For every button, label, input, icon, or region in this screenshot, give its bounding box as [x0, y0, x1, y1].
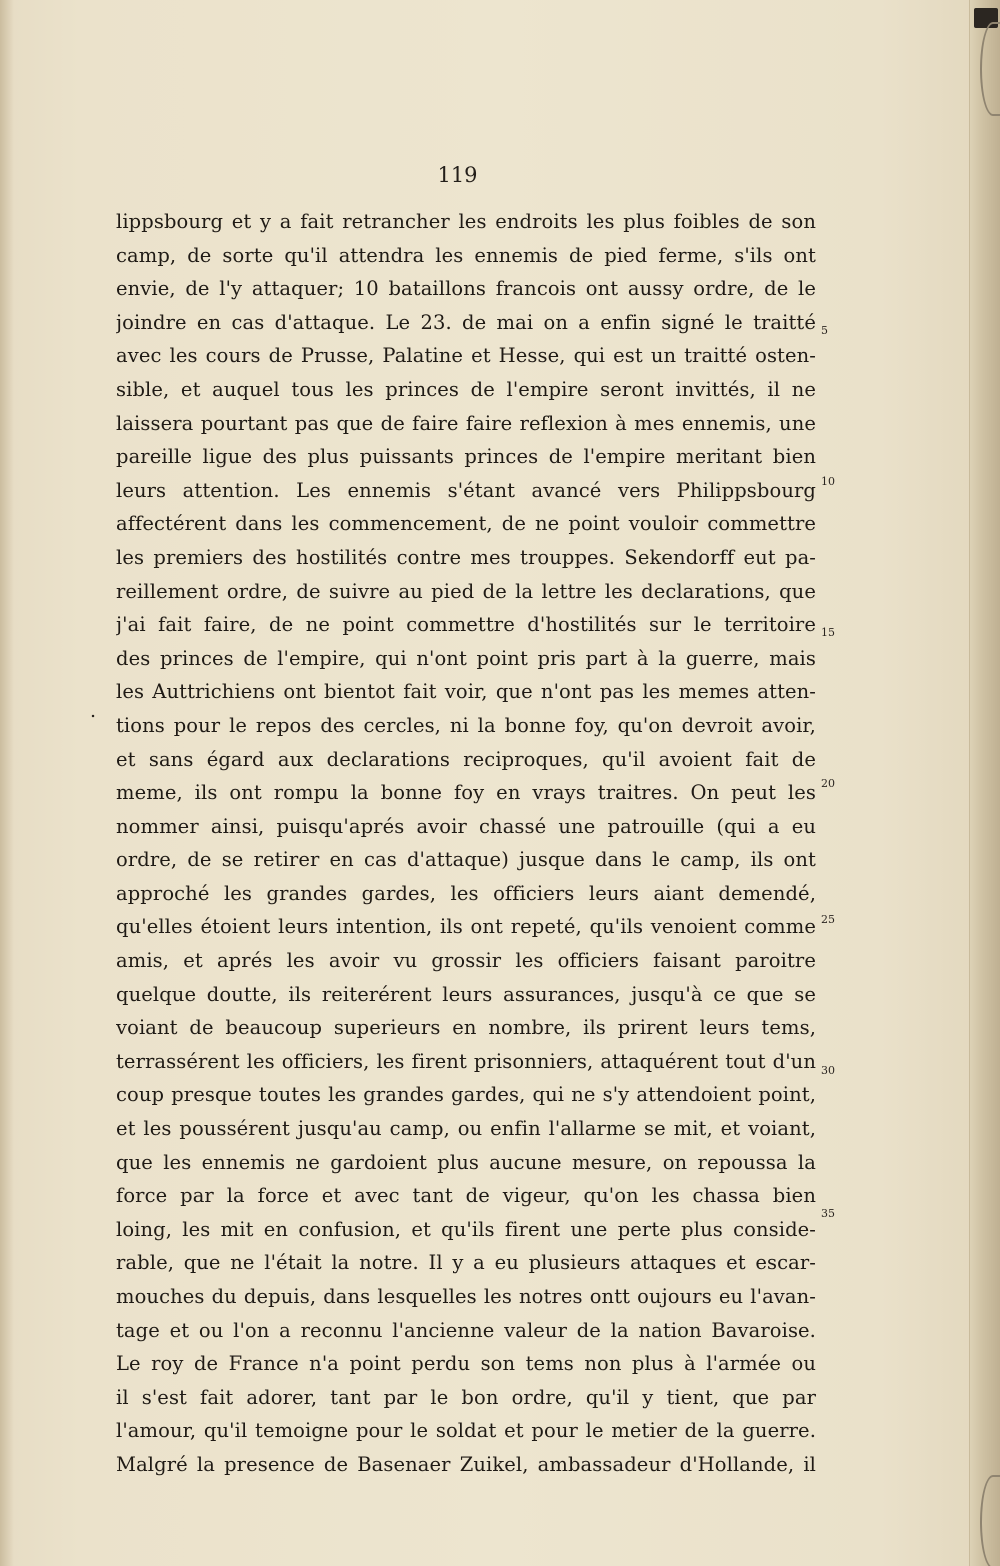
text-line: ordre, de se retirer en cas d'attaque) jusque dans le camp, ils ont — [116, 848, 816, 872]
text-line: nommer ainsi, puisqu'aprés avoir chassé une patrouille (qui a eu — [116, 814, 816, 838]
text-line: Malgré la presence de Basenaer Zuikel, ambassadeur d'Hollande, il — [116, 1452, 816, 1476]
line-number-marker: 5 — [821, 324, 828, 337]
text-line: quelque doutte, ils reiterérent leurs assurances, jusqu'à ce que se — [116, 982, 816, 1006]
text-line: leurs attention. Les ennemis s'étant avancé vers Philippsbourg — [116, 478, 816, 502]
text-line: tage et ou l'on a reconnu l'ancienne valeur de la nation Bavaroise. — [116, 1318, 816, 1342]
text-line: rable, que ne l'était la notre. Il y a eu plusieurs attaques et escar- — [116, 1251, 816, 1275]
binding-strip — [969, 0, 1000, 1566]
text-line: que les ennemis ne gardoient plus aucune mesure, on repoussa la — [116, 1150, 816, 1174]
text-line: terrassérent les officiers, les firent prisonniers, attaquérent tout d'un — [116, 1049, 816, 1073]
line-number-marker: 15 — [821, 626, 835, 639]
text-line: Le roy de France n'a point perdu son tems non plus à l'armée ou — [116, 1352, 816, 1376]
text-line: et les poussérent jusqu'au camp, ou enfin l'allarme se mit, et voiant, — [116, 1117, 816, 1141]
text-line: les premiers des hostilités contre mes trouppes. Sekendorff eut pa- — [116, 545, 816, 569]
text-line: mouches du depuis, dans lesquelles les notres ontt oujours eu l'avan- — [116, 1285, 816, 1308]
binding-arc-top — [980, 22, 1000, 116]
line-number-marker: 35 — [821, 1207, 835, 1220]
text-line: reillement ordre, de suivre au pied de la lettre les declarations, que — [116, 579, 816, 603]
text-line: tions pour le repos des cercles, ni la bonne foy, qu'on devroit avoir, — [116, 713, 816, 737]
text-line: j'ai fait faire, de ne point commettre d'hostilités sur le territoire — [116, 613, 816, 637]
text-line: qu'elles étoient leurs intention, ils ont repeté, qu'ils venoient comme — [116, 915, 816, 939]
line-number-marker: 30 — [821, 1064, 835, 1077]
page-number: 119 — [437, 163, 478, 187]
text-line: laissera pourtant pas que de faire faire reflexion à mes ennemis, une — [116, 411, 816, 435]
text-line: camp, de sorte qu'il attendra les ennemis de pied ferme, s'ils ont — [116, 243, 816, 267]
text-line: lippsbourg et y a fait retrancher les endroits les plus foibles de son — [116, 210, 816, 233]
text-line: il s'est fait adorer, tant par le bon ordre, qu'il y tient, que par — [116, 1385, 816, 1409]
text-line: loing, les mit en confusion, et qu'ils firent une perte plus conside- — [116, 1217, 816, 1241]
binding-arc-bottom — [980, 1475, 1000, 1566]
text-line: coup presque toutes les grandes gardes, qui ne s'y attendoient point, — [116, 1083, 816, 1107]
text-line: l'amour, qu'il temoigne pour le soldat et pour le metier de la guerre. — [116, 1419, 816, 1443]
text-line: pareille ligue des plus puissants princes de l'empire meritant bien — [116, 445, 816, 469]
text-line: des princes de l'empire, qui n'ont point pris part à la guerre, mais — [116, 646, 816, 670]
text-line: affectérent dans les commencement, de ne point vouloir commettre — [116, 512, 816, 536]
body-text — [116, 205, 816, 1482]
text-line: avec les cours de Prusse, Palatine et Hesse, qui est un traitté osten- — [116, 344, 816, 368]
text-line: voiant de beaucoup superieurs en nombre, ils prirent leurs tems, — [116, 1016, 816, 1040]
text-line: meme, ils ont rompu la bonne foy en vrays traitres. On peut les — [116, 781, 816, 805]
page-edge-shadow — [0, 0, 14, 1566]
text-line: envie, de l'y attaquer; 10 bataillons francois ont aussy ordre, de le — [116, 277, 816, 301]
line-number-marker: 25 — [821, 913, 835, 926]
text-line: sible, et auquel tous les princes de l'empire seront invittés, il ne — [116, 377, 816, 401]
line-number-marker: 20 — [821, 777, 835, 790]
text-line: et sans égard aux declarations reciproques, qu'il avoient fait de — [116, 747, 816, 771]
text-line: amis, et aprés les avoir vu grossir les officiers faisant paroitre — [116, 949, 816, 973]
text-line: les Auttrichiens ont bientot fait voir, que n'ont pas les memes atten- — [116, 680, 816, 704]
margin-dot: . — [90, 700, 97, 722]
text-line: force par la force et avec tant de vigeur, qu'on les chassa bien — [116, 1184, 816, 1208]
line-number-marker: 10 — [821, 475, 835, 488]
text-line: approché les grandes gardes, les officiers leurs aiant demendé, — [116, 881, 816, 905]
text-line: joindre en cas d'attaque. Le 23. de mai on a enfin signé le traitté — [116, 310, 816, 334]
